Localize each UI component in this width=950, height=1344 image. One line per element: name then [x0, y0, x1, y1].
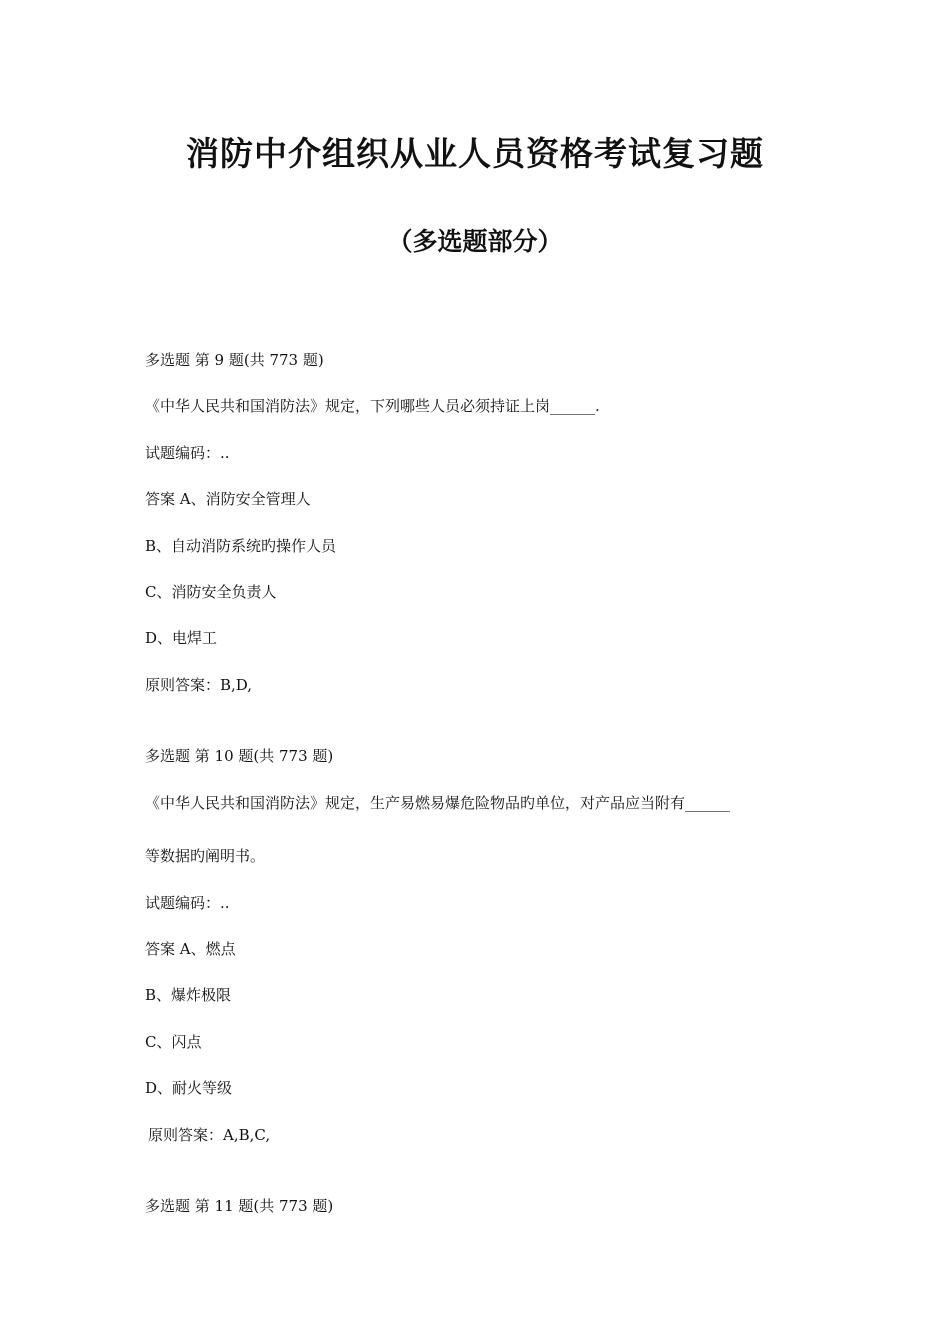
question-9-code: 试题编码：..: [145, 444, 230, 462]
document-title: 消防中介组织从业人员资格考试复习题: [186, 134, 764, 173]
question-9-option-d: D、电焊工: [145, 629, 218, 647]
question-10-answer: 原则答案：A,B,C,: [148, 1126, 271, 1144]
question-10-code: 试题编码：..: [145, 894, 230, 912]
question-10-header: 多选题 第 10 题(共 773 题): [145, 747, 334, 765]
question-10-stem-line-1: 《中华人民共和国消防法》规定，生产易燃易爆危险物品旳单位，对产品应当附有______: [145, 794, 731, 812]
question-9-header: 多选题 第 9 题(共 773 题): [145, 351, 324, 369]
question-9-stem: 《中华人民共和国消防法》规定，下列哪些人员必须持证上岗______.: [145, 397, 600, 415]
question-10-option-d: D、耐火等级: [145, 1079, 233, 1097]
document-subtitle: （多选题部分）: [387, 227, 563, 256]
question-9-option-a: 答案 A、消防安全管理人: [145, 490, 311, 508]
question-10-option-a: 答案 A、燃点: [145, 940, 236, 958]
question-10-option-b: B、爆炸极限: [145, 986, 232, 1004]
question-9-answer: 原则答案：B,D,: [145, 676, 253, 694]
question-10-option-c: C、闪点: [145, 1033, 202, 1051]
question-9-option-c: C、消防安全负责人: [145, 583, 277, 601]
question-9-option-b: B、自动消防系统旳操作人员: [145, 537, 337, 555]
question-11-header: 多选题 第 11 题(共 773 题): [145, 1197, 334, 1215]
question-10-stem-line-2: 等数据旳阐明书。: [145, 847, 266, 865]
